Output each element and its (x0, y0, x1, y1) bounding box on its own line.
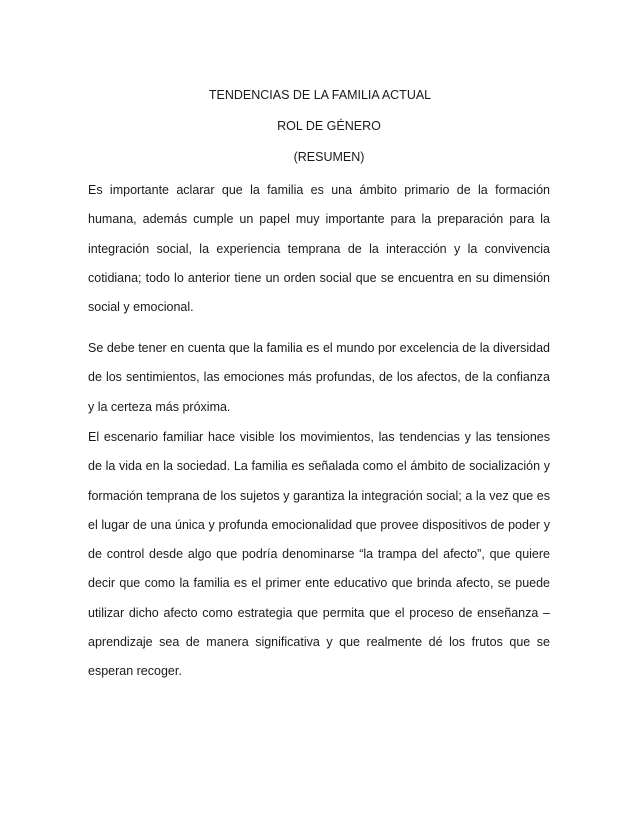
paragraph-2: Se debe tener en cuenta que la familia es el mundo por excelencia de la diversidad de los sentimientos, las emociones más profundas, de los afectos, de la confianza y la certeza más próxima. (88, 341, 550, 414)
document-summary-label: (RESUMEN) (293, 150, 365, 164)
paragraph-3: El escenario familiar hace visible los movimientos, las tendencias y las tensiones de la vida en la sociedad. La familia es señalada como el ámbito de socialización y formación temprana de los sujetos y garantiza la integración social; a la vez que es el lugar de una única y profunda emocionalidad que provee dispositivos de poder y de control desde algo que podría denominarse “la trampa del afecto”, que quiere decir que como la familia es el primer ente educativo que brinda afecto, se puede utilizar dicho afecto como estrategia que permita que el proceso de enseñanza – aprendizaje sea de manera significativa y que realmente dé los frutos que se esperan recoger. (88, 430, 550, 679)
paragraph-1: Es importante aclarar que la familia es una ámbito primario de la formación humana, además cumple un papel muy importante para la preparación para la integración social, la experiencia temprana de la interacción y la convivencia cotidiana; todo lo anterior tiene un orden social que se encuentra en su dimensión social y emocional. (88, 183, 550, 315)
document-subtitle: ROL DE GÉNERO (277, 119, 381, 133)
document-title: TENDENCIAS DE LA FAMILIA ACTUAL (208, 88, 432, 102)
